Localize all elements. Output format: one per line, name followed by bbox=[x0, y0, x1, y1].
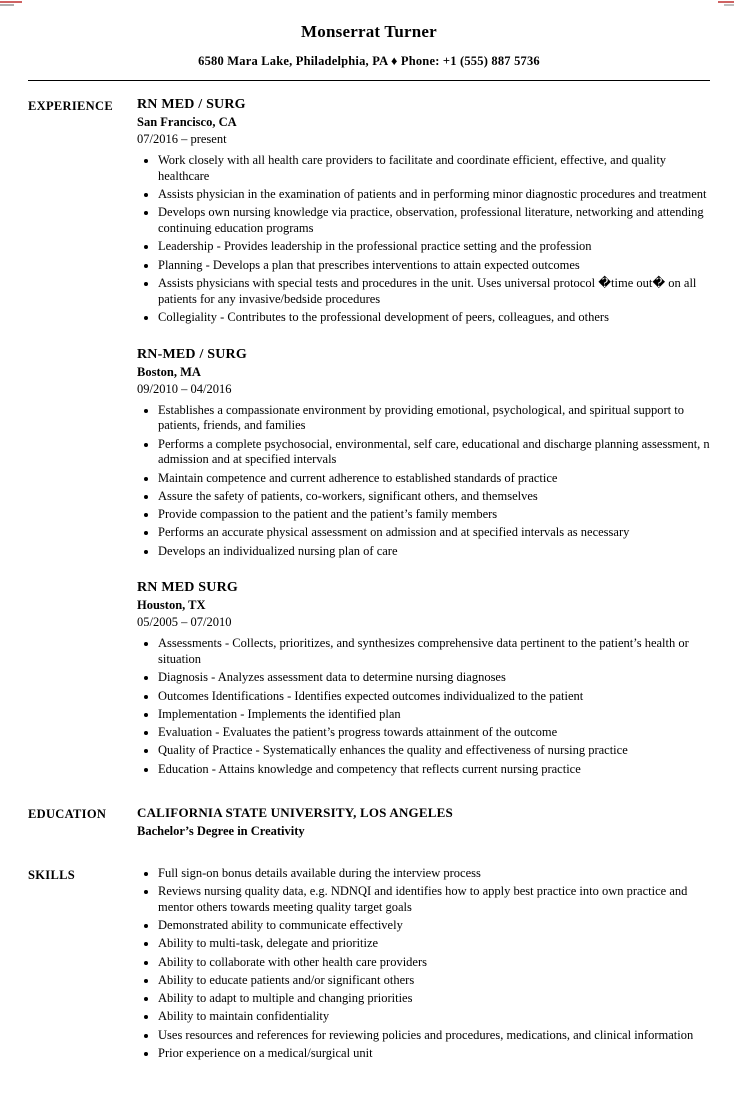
job-bullet-item: • Establishes a compassionate environment by providing emotional, psychological, and spiritual support to patients, friends, and families bbox=[158, 403, 710, 435]
section-label-education: EDUCATION bbox=[28, 806, 107, 821]
job-bullet-item: • Implementation - Implements the identified plan bbox=[158, 707, 710, 723]
scan-artifact-right bbox=[712, 0, 734, 10]
job-location: San Francisco, CA bbox=[137, 115, 237, 129]
job-bullet-item: • Assure the safety of patients, co-workers, significant others, and themselves bbox=[158, 489, 710, 505]
job-location: Houston, TX bbox=[137, 598, 206, 613]
job-bullet-item: • Collegiality - Contributes to the professional development of peers, colleagues, and others bbox=[158, 310, 710, 326]
scan-artifact-left bbox=[0, 0, 22, 10]
job-entry bbox=[137, 97, 710, 326]
job-bullet-item: • Outcomes Identifications - Identifies expected outcomes individualized to the patient bbox=[158, 689, 710, 705]
job-title: RN MED SURG bbox=[137, 580, 238, 596]
skill-item: • Ability to educate patients and/or significant others bbox=[158, 973, 710, 989]
skill-item: • Reviews nursing quality data, e.g. NDNQI and identifies how to apply best practice into own practice and mentor others towards meeting quality target goals bbox=[158, 884, 710, 916]
experience-content bbox=[137, 97, 710, 780]
skill-item: • Ability to maintain confidentiality bbox=[158, 1009, 710, 1025]
section-label-skills: SKILLS bbox=[28, 867, 75, 882]
candidate-name: Monserrat Turner bbox=[301, 22, 437, 41]
skills-list bbox=[137, 866, 710, 1062]
contact-line: 6580 Mara Lake, Philadelphia, PA ♦ Phone: +1 (555) 887 5736 bbox=[198, 54, 540, 68]
job-bullets bbox=[137, 403, 710, 560]
job-bullet-item: • Diagnosis - Analyzes assessment data to determine nursing diagnoses bbox=[158, 670, 710, 686]
job-title: RN MED / SURG bbox=[137, 97, 246, 112]
header-divider bbox=[28, 80, 710, 81]
job-dates: 05/2005 – 07/2010 bbox=[137, 615, 232, 630]
resume-header bbox=[28, 22, 710, 69]
job-bullet-item: • Provide compassion to the patient and the patient’s family members bbox=[158, 507, 710, 523]
job-bullet-item: • Quality of Practice - Systematically enhances the quality and effectiveness of nursing practice bbox=[158, 743, 710, 759]
job-bullet-item: • Work closely with all health care providers to facilitate and coordinate efficient, effective, and quality healthcare bbox=[158, 153, 710, 185]
job-location: Boston, MA bbox=[137, 364, 201, 379]
job-dates: 07/2016 – present bbox=[137, 132, 227, 146]
section-skills bbox=[28, 866, 710, 1064]
education-degree: Bachelor’s Degree in Creativity bbox=[137, 823, 305, 838]
job-bullet-item: • Performs an accurate physical assessment on admission and at specified intervals as necessary bbox=[158, 525, 710, 541]
education-school: CALIFORNIA STATE UNIVERSITY, LOS ANGELES bbox=[137, 804, 453, 820]
job-entry bbox=[137, 347, 710, 560]
job-bullet-item: • Assists physicians with special tests and procedures in the unit. Uses universal protocol �time out� on all patients for any invasive/bedside procedures bbox=[158, 276, 710, 308]
job-bullet-item: • Leadership - Provides leadership in the professional practice setting and the profession bbox=[158, 239, 710, 255]
job-dates: 09/2010 – 04/2016 bbox=[137, 381, 232, 396]
skill-item: • Uses resources and references for reviewing policies and procedures, medications, and clinical information bbox=[158, 1028, 710, 1044]
section-experience bbox=[28, 97, 710, 780]
job-bullet-item: • Maintain competence and current adherence to established standards of practice bbox=[158, 471, 710, 487]
job-bullet-item: • Evaluation - Evaluates the patient’s progress towards attainment of the outcome bbox=[158, 725, 710, 741]
skill-item: • Prior experience on a medical/surgical unit bbox=[158, 1046, 710, 1062]
section-label-experience: EXPERIENCE bbox=[28, 99, 113, 113]
job-bullets bbox=[137, 636, 710, 777]
section-education bbox=[28, 805, 710, 839]
skill-item: • Full sign-on bonus details available during the interview process bbox=[158, 866, 710, 882]
job-bullet-item: • Develops an individualized nursing plan of care bbox=[158, 544, 710, 560]
job-bullets bbox=[137, 153, 710, 326]
skills-content bbox=[137, 866, 710, 1064]
job-bullet-item: • Assists physician in the examination of patients and in performing minor diagnostic procedures and treatment bbox=[158, 187, 710, 203]
job-bullet-item: • Planning - Develops a plan that prescribes interventions to attain expected outcomes bbox=[158, 258, 710, 274]
job-bullet-item: • Education - Attains knowledge and competency that reflects current nursing practice bbox=[158, 762, 710, 778]
job-title: RN-MED / SURG bbox=[137, 346, 247, 362]
skill-item: • Ability to collaborate with other health care providers bbox=[158, 955, 710, 971]
education-content bbox=[137, 805, 710, 839]
skill-item: • Ability to multi-task, delegate and prioritize bbox=[158, 936, 710, 952]
skill-item: • Ability to adapt to multiple and changing priorities bbox=[158, 991, 710, 1007]
job-bullet-item: • Develops own nursing knowledge via practice, observation, professional literature, networking and attending continuing education programs bbox=[158, 205, 710, 237]
job-bullet-item: • Performs a complete psychosocial, environmental, self care, educational and discharge planning assessment, n admission and at specified intervals bbox=[158, 437, 710, 469]
job-bullet-item: • Assessments - Collects, prioritizes, and synthesizes comprehensive data pertinent to the patient’s health or situation bbox=[158, 636, 710, 668]
job-entry bbox=[137, 580, 710, 777]
skill-item: • Demonstrated ability to communicate effectively bbox=[158, 918, 710, 934]
